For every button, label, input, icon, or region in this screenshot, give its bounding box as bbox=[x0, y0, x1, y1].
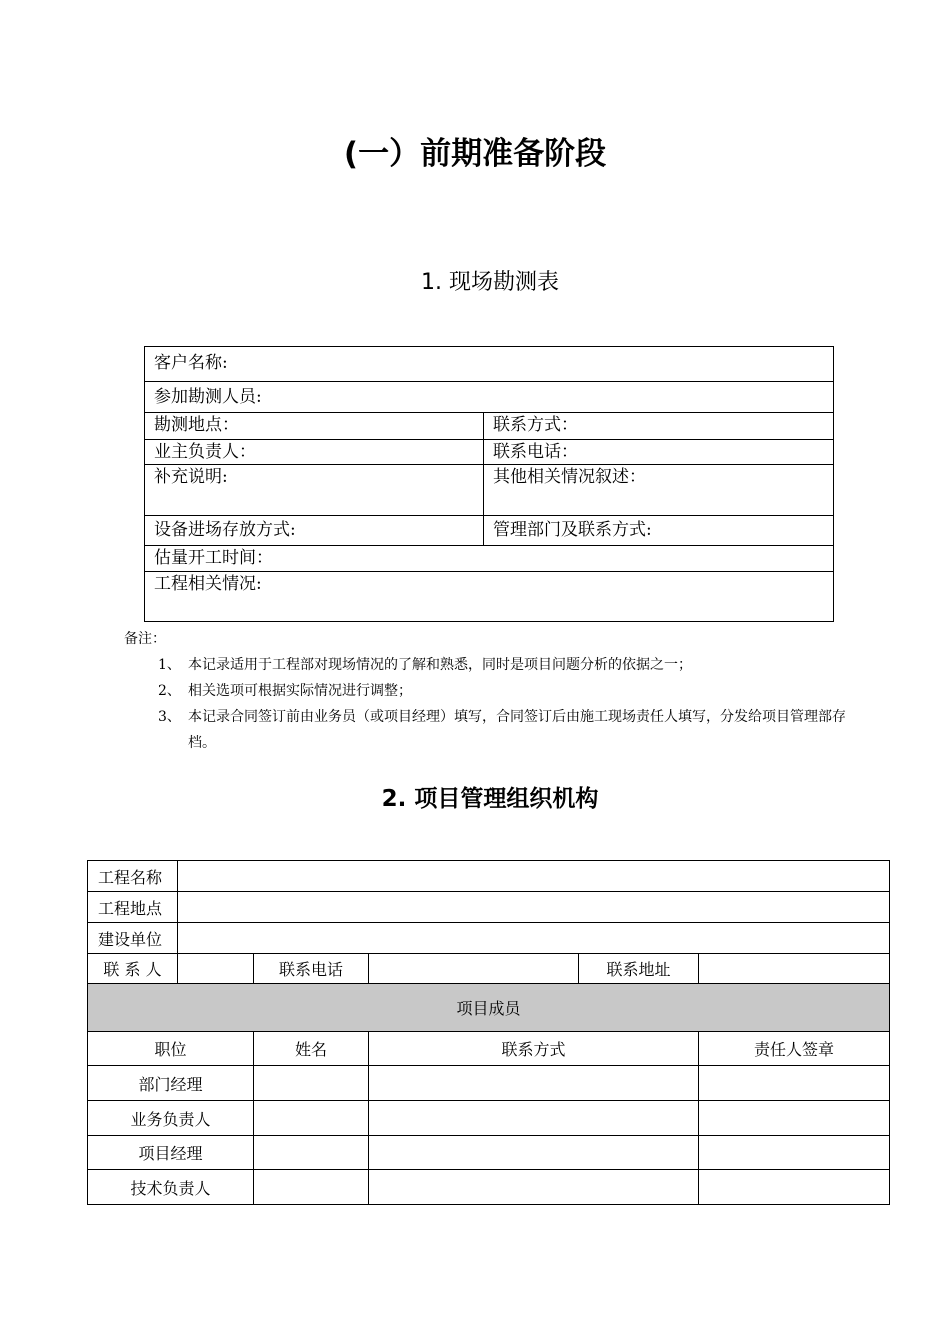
note-text: 相关选项可根据实际情况进行调整； bbox=[188, 683, 412, 699]
column-header-name: 姓名 bbox=[254, 1032, 369, 1066]
member-signature-cell[interactable] bbox=[699, 1170, 890, 1205]
project-site-label: 工程地点 bbox=[88, 892, 178, 923]
member-signature-cell[interactable] bbox=[699, 1066, 890, 1101]
position-cell: 技术负责人 bbox=[88, 1170, 254, 1205]
member-contact-cell[interactable] bbox=[369, 1101, 699, 1136]
contact-phone-value[interactable] bbox=[369, 954, 579, 984]
member-contact-cell[interactable] bbox=[369, 1170, 699, 1205]
contact-person-value[interactable] bbox=[178, 954, 254, 984]
other-situation-cell[interactable]: 其他相关情况叙述： bbox=[484, 465, 834, 516]
position-cell: 业务负责人 bbox=[88, 1101, 254, 1136]
member-contact-cell[interactable] bbox=[369, 1136, 699, 1170]
note-text: 本记录合同签订前由业务员（或项目经理）填写，合同签订后由施工现场责任人填写，分发给项目管理部存档。 bbox=[188, 709, 846, 751]
position-cell: 部门经理 bbox=[88, 1066, 254, 1101]
project-site-value[interactable] bbox=[178, 892, 890, 923]
builder-label: 建设单位 bbox=[88, 923, 178, 954]
note-number: 3、 bbox=[158, 709, 181, 725]
project-name-value[interactable] bbox=[178, 861, 890, 892]
member-signature-cell[interactable] bbox=[699, 1101, 890, 1136]
management-contact-cell[interactable]: 管理部门及联系方式: bbox=[484, 516, 834, 546]
start-time-cell[interactable]: 估量开工时间： bbox=[145, 546, 834, 572]
column-header-contact: 联系方式 bbox=[369, 1032, 699, 1066]
member-name-cell[interactable] bbox=[254, 1136, 369, 1170]
builder-value[interactable] bbox=[178, 923, 890, 954]
member-name-cell[interactable] bbox=[254, 1101, 369, 1136]
org-structure-heading: 2. 项目管理组织机构 bbox=[381, 786, 599, 812]
table-row bbox=[88, 1066, 890, 1101]
contact-phone-label: 联系电话 bbox=[254, 954, 369, 984]
note-number: 1、 bbox=[158, 657, 181, 673]
notes-label: 备注： bbox=[124, 631, 166, 647]
survey-location-cell[interactable]: 勘测地点： bbox=[145, 413, 484, 440]
note-item bbox=[124, 652, 864, 678]
project-name-label: 工程名称 bbox=[88, 861, 178, 892]
member-name-cell[interactable] bbox=[254, 1170, 369, 1205]
note-item bbox=[124, 704, 864, 756]
notes-section bbox=[124, 626, 864, 756]
supplement-cell[interactable]: 补充说明: bbox=[145, 465, 484, 516]
member-signature-cell[interactable] bbox=[699, 1136, 890, 1170]
contact-address-label: 联系地址 bbox=[579, 954, 699, 984]
table-row bbox=[88, 1101, 890, 1136]
table-row bbox=[88, 1170, 890, 1205]
table-row bbox=[88, 1136, 890, 1170]
member-name-cell[interactable] bbox=[254, 1066, 369, 1101]
member-contact-cell[interactable] bbox=[369, 1066, 699, 1101]
note-item bbox=[124, 678, 864, 704]
contact-address-value[interactable] bbox=[699, 954, 890, 984]
participants-cell[interactable]: 参加勘测人员: bbox=[145, 382, 834, 413]
note-text: 本记录适用于工程部对现场情况的了解和熟悉，同时是项目问题分析的依据之一； bbox=[188, 657, 692, 673]
project-info-cell[interactable]: 工程相关情况: bbox=[145, 572, 834, 622]
customer-name-cell[interactable]: 客户名称: bbox=[145, 347, 834, 382]
contact-person-label: 联 系 人 bbox=[88, 954, 178, 984]
members-section-header: 项目成员 bbox=[88, 984, 890, 1032]
note-number: 2、 bbox=[158, 683, 181, 699]
column-header-signature: 责任人签章 bbox=[699, 1032, 890, 1066]
owner-lead-cell[interactable]: 业主负责人： bbox=[145, 440, 484, 465]
page-title: (一）前期准备阶段 bbox=[343, 136, 607, 172]
contact-method-cell[interactable]: 联系方式： bbox=[484, 413, 834, 440]
contact-phone-cell[interactable]: 联系电话： bbox=[484, 440, 834, 465]
site-survey-table bbox=[144, 346, 834, 622]
survey-table-heading: 1. 现场勘测表 bbox=[421, 270, 559, 295]
equipment-storage-cell[interactable]: 设备进场存放方式: bbox=[145, 516, 484, 546]
position-cell: 项目经理 bbox=[88, 1136, 254, 1170]
project-org-table bbox=[87, 860, 890, 1205]
column-header-position: 职位 bbox=[88, 1032, 254, 1066]
